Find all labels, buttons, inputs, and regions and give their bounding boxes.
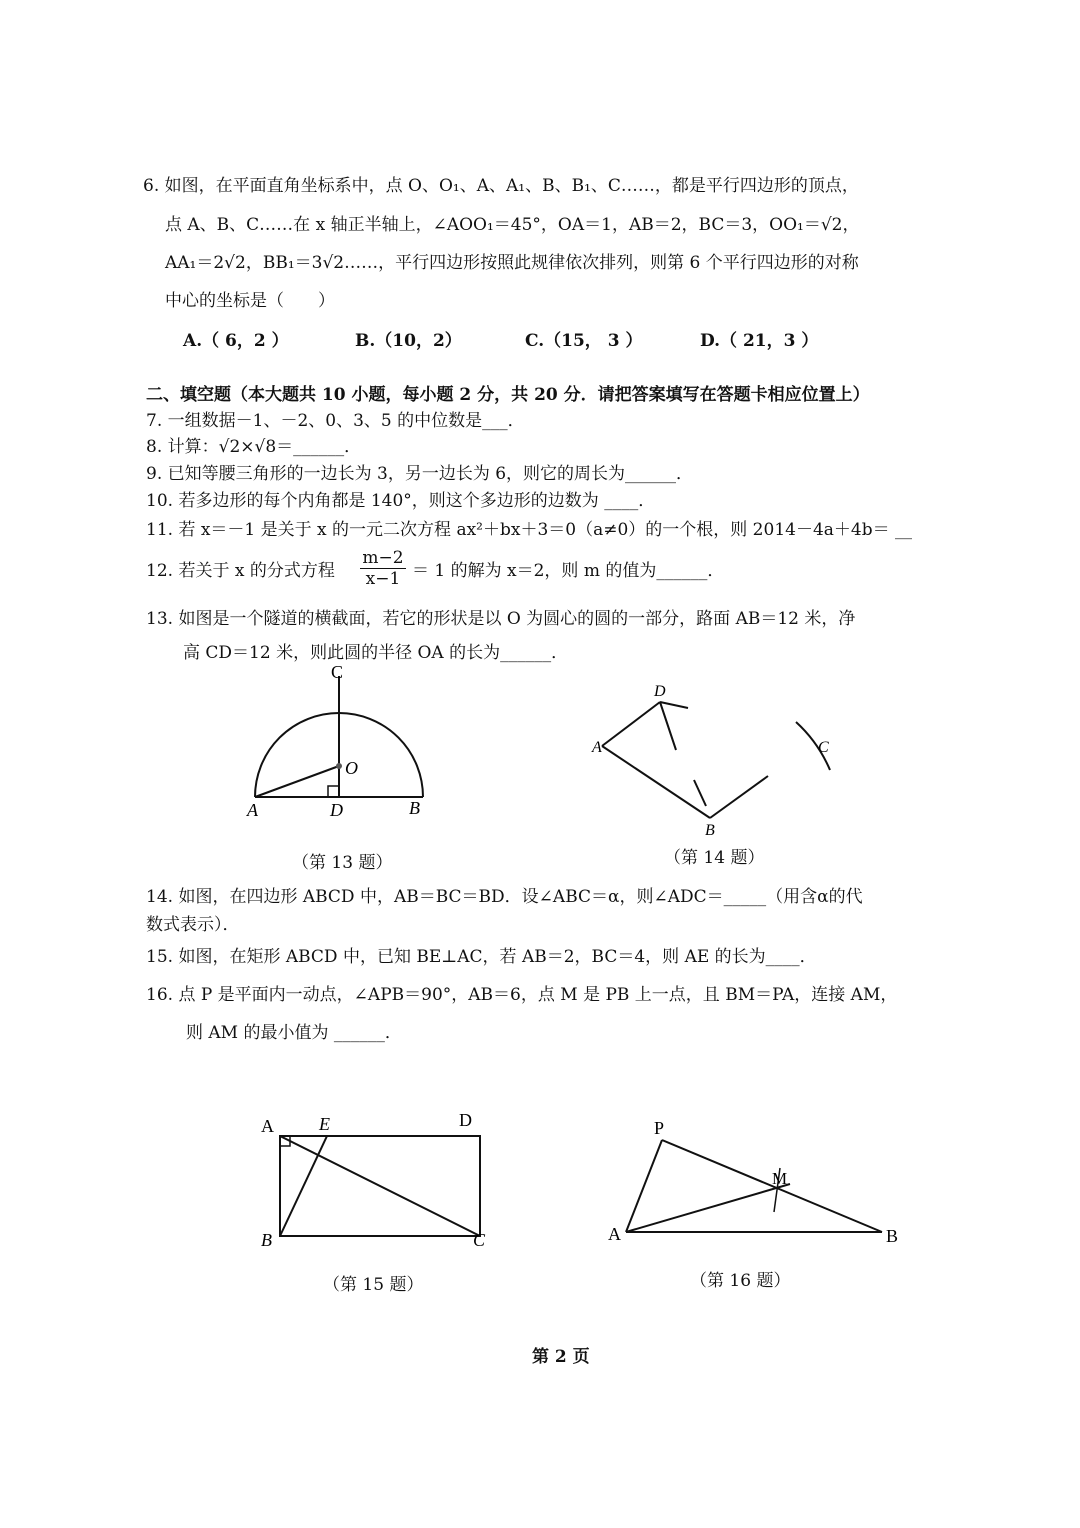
fig14-label-d: D (654, 683, 666, 700)
fig14-ad-line (602, 702, 660, 746)
fig14-ab-line (602, 746, 710, 818)
fig15-label-a: A (261, 1116, 274, 1136)
section-2-title: 二、填空题（本大题共 10 小题，每小题 2 分，共 20 分．请把答案填写在答题卡相应位置上） (146, 385, 870, 405)
fig13-label-c: C (331, 662, 344, 682)
fig15-label-d: D (459, 1110, 472, 1130)
fig13-caption: （第 13 题） (292, 853, 393, 873)
q13-line1: 13. 如图是一个隧道的横截面，若它的形状是以 O 为圆心的圆的一部分，路面 AB＝12 米，净 (146, 609, 856, 629)
q6-line4: 中心的坐标是（ ） (165, 291, 335, 311)
fig15-caption: （第 15 题） (323, 1275, 424, 1295)
q8: 8. 计算：√2×√8＝______． (146, 437, 362, 457)
fig14-d-tick (660, 702, 688, 708)
fig15-ac-diagonal (280, 1136, 480, 1236)
fig16-am-line (626, 1184, 790, 1232)
q15: 15. 如图，在矩形 ABCD 中，已知 BE⊥AC，若 AB＝2，BC＝4，则 AE 的长为____． (146, 947, 817, 967)
q12-suffix: ＝ 1 的解为 x＝2，则 m 的值为______． (412, 561, 725, 581)
figure-13 (235, 662, 455, 832)
q9: 9. 已知等腰三角形的一边长为 3，另一边长为 6，则它的周长为______． (146, 464, 694, 484)
fig13-right-angle (328, 786, 339, 797)
q6-line1: 6. 如图，在平面直角坐标系中，点 O、O₁、A、A₁、B、B₁、C……，都是平行四边形的顶点， (143, 176, 859, 196)
q12-fraction (360, 548, 406, 589)
fig16-caption: （第 16 题） (690, 1271, 791, 1291)
q13-line2: 高 CD＝12 米，则此圆的半径 OA 的长为______． (183, 643, 569, 663)
q6-line2: 点 A、B、C……在 x 轴正半轴上，∠AOO₁＝45°，OA＝1，AB＝2，BC＝3，OO₁＝√2， (165, 215, 860, 235)
figure-16 (600, 1108, 910, 1248)
fig15-label-b: B (261, 1230, 272, 1250)
q14-line2: 数式表示）． (146, 915, 240, 935)
q6-choice-a: A.（ 6，2 ） (183, 331, 289, 351)
q16-line2: 则 AM 的最小值为 ______． (186, 1023, 402, 1043)
fig16-pa-line (626, 1140, 662, 1232)
fig15-label-c: C (473, 1230, 486, 1250)
figure-15 (255, 1100, 505, 1260)
fig14-bc-line (710, 776, 768, 818)
fig13-center-dot (336, 763, 342, 769)
q6-choice-b: B.（10，2） (355, 331, 462, 351)
fig13-label-d: D (330, 800, 343, 820)
fig14-label-a: A (592, 739, 602, 756)
fig16-label-a: A (608, 1224, 621, 1244)
fig16-label-b: B (886, 1226, 899, 1246)
q14-line1: 14. 如图，在四边形 ABCD 中，AB＝BC＝BD．设∠ABC＝α，则∠ADC＝_____（用含α的代 (146, 887, 863, 907)
q11: 11. 若 x＝－1 是关于 x 的一元二次方程 ax²＋bx＋3＝0（a≠0）的一个根，则 2014－4a＋4b＝ __ (146, 520, 913, 540)
q7: 7. 一组数据－1、－2、0、3、5 的中位数是___． (146, 411, 525, 431)
q12-denominator: x−1 (365, 569, 401, 589)
fig14-b-stroke (694, 780, 706, 806)
page-number: 第 2 页 (532, 1347, 590, 1367)
fig16-label-p: P (654, 1118, 665, 1138)
fig16-label-m: M (772, 1169, 788, 1188)
fig14-label-b: B (705, 822, 715, 839)
q10: 10. 若多边形的每个内角都是 140°，则这个多边形的边数为 ____． (146, 491, 656, 511)
fig14-caption: （第 14 题） (664, 848, 765, 868)
fig15-be-line (280, 1136, 327, 1236)
q6-line3: AA₁＝2√2，BB₁＝3√2……，平行四边形按照此规律依次排列，则第 6 个平行四边形的对称 (165, 253, 859, 273)
fig13-oa-line (255, 766, 339, 797)
fig14-label-c: C (818, 739, 829, 756)
q6-choice-c: C.（15， 3 ） (525, 331, 643, 351)
fig15-label-e: E (319, 1114, 330, 1134)
q12-prefix: 12. 若关于 x 的分式方程 (146, 561, 335, 581)
q6-choice-d: D.（ 21，3 ） (700, 331, 819, 351)
q16-line1: 16. 点 P 是平面内一动点，∠APB＝90°，AB＝6，点 M 是 PB 上一点，且 BM＝PA，连接 AM， (146, 985, 898, 1005)
fig13-label-b: B (409, 798, 420, 818)
fig13-label-o: O (345, 758, 358, 778)
fig14-d-stroke (660, 702, 676, 750)
figure-14 (590, 680, 850, 840)
q12-numerator: m−2 (360, 548, 406, 569)
fig13-label-a: A (247, 800, 258, 820)
